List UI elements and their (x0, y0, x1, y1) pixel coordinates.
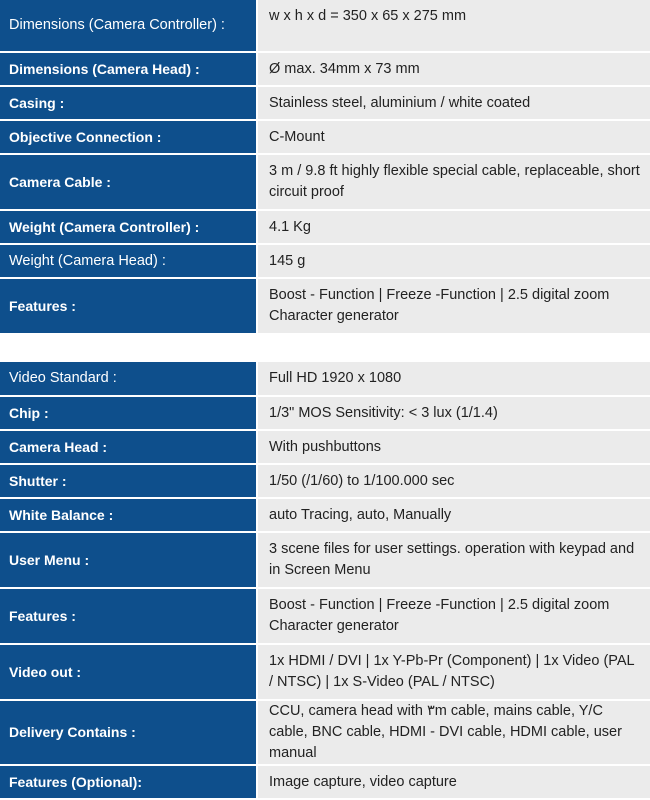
spec-row (0, 244, 650, 278)
spec-value: 3 scene files for user settings. operation with keypad and in Screen Menu (257, 532, 650, 588)
spec-row (0, 210, 650, 244)
spec-label: Chip : (0, 396, 257, 430)
spec-row (0, 532, 650, 588)
spec-row (0, 498, 650, 532)
spec-label: Weight (Camera Head) : (0, 244, 257, 278)
spec-value: Full HD 1920 x 1080 (257, 362, 650, 396)
spec-row (0, 700, 650, 765)
spec-label: White Balance : (0, 498, 257, 532)
spec-row (0, 0, 650, 52)
spec-value: 4.1 Kg (257, 210, 650, 244)
spec-value: Boost - Function | Freeze -Function | 2.5 digital zoom Character generator (257, 588, 650, 644)
table-spacer (0, 335, 650, 362)
spec-table-general-body (0, 0, 650, 334)
spec-row (0, 154, 650, 210)
spec-label: Casing : (0, 86, 257, 120)
spec-label: Features : (0, 588, 257, 644)
spec-row (0, 644, 650, 700)
spec-value: Boost - Function | Freeze -Function | 2.5 digital zoom Character generator (257, 278, 650, 334)
spec-row (0, 86, 650, 120)
spec-row (0, 52, 650, 86)
spec-label: Camera Cable : (0, 154, 257, 210)
spec-row (0, 464, 650, 498)
spec-table-video (0, 362, 650, 800)
spec-label: Dimensions (Camera Controller) : (0, 0, 257, 52)
spec-label: Weight (Camera Controller) : (0, 210, 257, 244)
spec-label: User Menu : (0, 532, 257, 588)
spec-row (0, 765, 650, 799)
spec-row (0, 588, 650, 644)
spec-row (0, 430, 650, 464)
spec-row (0, 396, 650, 430)
spec-value: 145 g (257, 244, 650, 278)
spec-label: Features (Optional): (0, 765, 257, 799)
spec-value: w x h x d = 350 x 65 x 275 mm (257, 0, 650, 52)
spec-value: Ø max. 34mm x 73 mm (257, 52, 650, 86)
spec-label: Shutter : (0, 464, 257, 498)
spec-label: Features : (0, 278, 257, 334)
spec-label: Objective Connection : (0, 120, 257, 154)
spec-row (0, 278, 650, 334)
spec-value: 1/3" MOS Sensitivity: < 3 lux (1/1.4) (257, 396, 650, 430)
spec-value: auto Tracing, auto, Manually (257, 498, 650, 532)
spec-value: 1/50 (/1/60) to 1/100.000 sec (257, 464, 650, 498)
spec-label: Camera Head : (0, 430, 257, 464)
spec-label: Delivery Contains : (0, 700, 257, 765)
spec-value: CCU, camera head with ٣m cable, mains cable, Y/C cable, BNC cable, HDMI - DVI cable, HDMI cable, user manual (257, 700, 650, 765)
spec-value: 1x HDMI / DVI | 1x Y-Pb-Pr (Component) | 1x Video (PAL / NTSC) | 1x S-Video (PAL / NTSC) (257, 644, 650, 700)
spec-row (0, 362, 650, 396)
spec-value: C-Mount (257, 120, 650, 154)
spec-value: Image capture, video capture (257, 765, 650, 799)
spec-table-video-body (0, 362, 650, 799)
spec-label: Video out : (0, 644, 257, 700)
spec-value: Stainless steel, aluminium / white coated (257, 86, 650, 120)
spec-table-general (0, 0, 650, 335)
spec-row (0, 120, 650, 154)
spec-value: With pushbuttons (257, 430, 650, 464)
spec-value: 3 m / 9.8 ft highly flexible special cable, replaceable, short circuit proof (257, 154, 650, 210)
spec-label: Dimensions (Camera Head) : (0, 52, 257, 86)
spec-label: Video Standard : (0, 362, 257, 396)
